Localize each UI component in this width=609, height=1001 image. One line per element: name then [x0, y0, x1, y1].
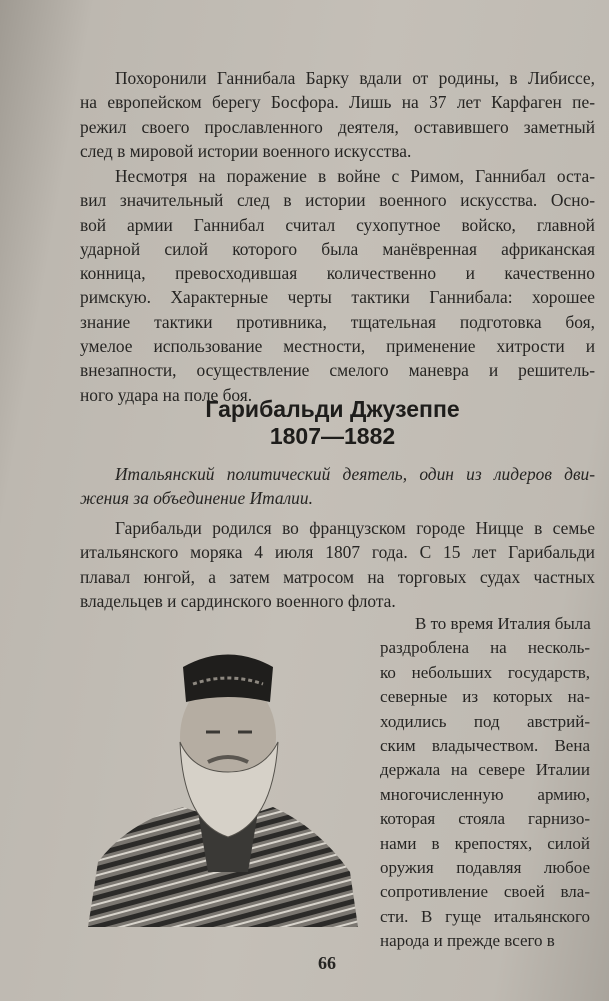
paragraph-hannibal-burial — [80, 66, 595, 163]
section-heading — [80, 396, 585, 450]
text-line: плавал юнгой, а затем матросом на торговых судах частных — [80, 566, 595, 587]
text-line: ного удара на поле боя. — [80, 384, 253, 405]
text-line: ходились под австрий- — [380, 711, 590, 731]
text-line: режил своего прославленного деятеля, оставившего заметный — [80, 116, 595, 137]
text-line: В то время Италия была — [415, 614, 591, 633]
text-line: Итальянский политический деятель, один из лидеров дви- — [115, 464, 595, 484]
text-line: знание тактики противника, тщательная подготовка боя, — [80, 311, 595, 332]
text-line: сти. В гуще итальянского — [380, 906, 590, 926]
text-line: римскую. Характерные черты тактики Ганнибала: хорошее — [80, 287, 595, 308]
paragraph-intro — [80, 462, 595, 511]
heading-years: 1807—1882 — [269, 423, 396, 449]
text-line: вой армии Ганнибал считал сухопутное войско, главной — [80, 214, 595, 235]
text-line: народа и прежде всего в — [380, 931, 555, 951]
heading-name: Гарибальди Джузеппе — [205, 396, 460, 422]
text-line: внезапности, осуществление смелого маневра и решитель- — [80, 360, 595, 381]
paragraph-italy — [380, 612, 590, 953]
text-line: ударной силой которого была манёвренная африканская — [80, 238, 595, 259]
paragraph-hannibal-legacy — [80, 164, 595, 407]
text-line: многочисленную армию, — [380, 784, 590, 804]
text-line: ским владычеством. Вена — [380, 735, 590, 755]
page-number: 66 — [318, 953, 336, 973]
text-line: итальянского моряка 4 июля 1807 года. С 15 лет Гарибальди — [80, 542, 595, 563]
paragraph-birth — [80, 516, 595, 613]
text-line: умелое использование местности, применение хитрости и — [80, 336, 595, 357]
garibaldi-portrait — [88, 622, 363, 927]
text-line: на европейском берегу Босфора. Лишь на 37 лет Карфаген пе- — [80, 92, 595, 113]
text-line: которая стояла гарнизо- — [380, 809, 590, 829]
text-line: владельцев и сардинского военного флота. — [80, 590, 396, 611]
text-line: жения за объединение Италии. — [80, 488, 313, 509]
text-line: нами в крепостях, силой — [380, 833, 590, 853]
text-line: след в мировой истории военного искусства. — [80, 140, 412, 161]
text-line: Несмотря на поражение в войне с Римом, Ганнибал оста- — [115, 166, 595, 186]
text-line: оружия подавляя любое — [380, 857, 590, 877]
text-line: северные из которых на- — [380, 687, 590, 707]
text-line: вил значительный след в истории военного искусства. Осно- — [80, 190, 595, 211]
text-line: ко небольших государств, — [380, 662, 590, 682]
text-line: сопротивление своей вла- — [380, 882, 590, 902]
text-line: конница, превосходившая количественно и качественно — [80, 263, 595, 284]
text-line: Гарибальди родился во французском городе Ницце в семье — [115, 518, 595, 538]
text-line: держала на севере Италии — [380, 760, 590, 780]
text-line: Похоронили Ганнибала Барку вдали от родины, в Либиссе, — [115, 68, 595, 88]
text-line: раздроблена на несколь- — [380, 638, 590, 658]
